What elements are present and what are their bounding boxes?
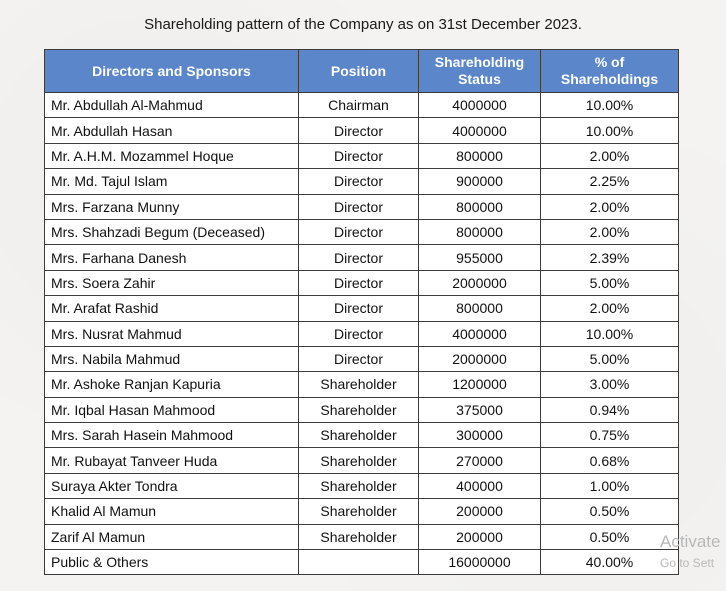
cell-name: Mr. A.H.M. Mozammel Hoque [45,143,299,168]
table-row [45,143,679,168]
cell-name: Mr. Abdullah Hasan [45,118,299,143]
table-header-row [45,50,679,93]
cell-status: 4000000 [419,118,541,143]
cell-status: 375000 [419,397,541,422]
table-row [45,550,679,575]
cell-percent: 0.50% [541,524,679,549]
cell-status: 900000 [419,169,541,194]
table-row [45,296,679,321]
cell-position: Director [299,194,419,219]
table-row [45,473,679,498]
cell-name: Mrs. Soera Zahir [45,270,299,295]
cell-status: 955000 [419,245,541,270]
cell-position: Chairman [299,93,419,118]
table-row [45,270,679,295]
cell-status: 4000000 [419,93,541,118]
cell-percent: 2.00% [541,143,679,168]
header-status-line2: Status [458,71,501,87]
cell-percent: 0.50% [541,499,679,524]
cell-percent: 1.00% [541,473,679,498]
cell-percent: 10.00% [541,321,679,346]
cell-status: 2000000 [419,270,541,295]
header-status-line1: Shareholding [434,54,525,70]
table-row [45,321,679,346]
cell-percent: 0.68% [541,448,679,473]
cell-percent: 40.00% [541,550,679,575]
cell-name: Suraya Akter Tondra [45,473,299,498]
cell-position: Shareholder [299,423,419,448]
cell-name: Mrs. Farzana Munny [45,194,299,219]
cell-status: 400000 [419,473,541,498]
cell-name: Mrs. Sarah Hasein Mahmood [45,423,299,448]
cell-position: Director [299,245,419,270]
cell-percent: 5.00% [541,346,679,371]
cell-name: Mr. Rubayat Tanveer Huda [45,448,299,473]
cell-status: 800000 [419,143,541,168]
cell-position: Shareholder [299,372,419,397]
cell-status: 16000000 [419,550,541,575]
header-directors-and-sponsors [45,50,299,93]
cell-percent: 10.00% [541,93,679,118]
table-row [45,372,679,397]
cell-status: 200000 [419,499,541,524]
cell-position: Director [299,296,419,321]
cell-name: Public & Others [45,550,299,575]
cell-percent: 2.00% [541,296,679,321]
cell-position: Director [299,118,419,143]
cell-status: 800000 [419,194,541,219]
header-percent-shareholdings [541,50,679,93]
cell-status: 1200000 [419,372,541,397]
page-title: Shareholding pattern of the Company as on 31st December 2023. [144,16,582,33]
table-row [45,93,679,118]
cell-position [299,550,419,575]
cell-name: Mrs. Shahzadi Begum (Deceased) [45,219,299,244]
settings-watermark: Go to Sett [660,556,715,570]
table-row [45,346,679,371]
cell-name: Mr. Arafat Rashid [45,296,299,321]
cell-name: Mr. Abdullah Al-Mahmud [45,93,299,118]
cell-percent: 2.25% [541,169,679,194]
table-row [45,169,679,194]
table-row [45,448,679,473]
cell-position: Director [299,143,419,168]
cell-position: Director [299,321,419,346]
cell-position: Shareholder [299,524,419,549]
cell-name: Mr. Md. Tajul Islam [45,169,299,194]
cell-percent: 2.00% [541,194,679,219]
cell-percent: 0.94% [541,397,679,422]
cell-position: Shareholder [299,448,419,473]
cell-name: Mrs. Nusrat Mahmud [45,321,299,346]
cell-position: Director [299,169,419,194]
cell-status: 200000 [419,524,541,549]
shareholding-table [44,49,679,575]
cell-percent: 2.00% [541,219,679,244]
cell-status: 300000 [419,423,541,448]
header-position-label: Position [330,62,387,79]
cell-percent: 3.00% [541,372,679,397]
cell-position: Shareholder [299,397,419,422]
header-pct-line1: % of [594,54,625,70]
table-row [45,118,679,143]
cell-percent: 0.75% [541,423,679,448]
cell-percent: 5.00% [541,270,679,295]
cell-position: Shareholder [299,499,419,524]
table-row [45,245,679,270]
cell-status: 270000 [419,448,541,473]
cell-name: Mr. Iqbal Hasan Mahmood [45,397,299,422]
cell-position: Shareholder [299,473,419,498]
cell-status: 2000000 [419,346,541,371]
activate-watermark: Activate [660,532,721,551]
cell-status: 800000 [419,296,541,321]
cell-status: 800000 [419,219,541,244]
cell-percent: 2.39% [541,245,679,270]
cell-name: Mrs. Nabila Mahmud [45,346,299,371]
table-row [45,524,679,549]
table-row [45,397,679,422]
cell-status: 4000000 [419,321,541,346]
cell-position: Director [299,219,419,244]
cell-name: Mr. Ashoke Ranjan Kapuria [45,372,299,397]
header-pct-line2: Shareholdings [560,71,659,87]
cell-name: Mrs. Farhana Danesh [45,245,299,270]
cell-position: Director [299,346,419,371]
header-position [299,50,419,93]
cell-name: Khalid Al Mamun [45,499,299,524]
table-row [45,194,679,219]
header-name-label: Directors and Sponsors [92,62,251,79]
header-shareholding-status [419,50,541,93]
cell-name: Zarif Al Mamun [45,524,299,549]
cell-percent: 10.00% [541,118,679,143]
cell-position: Director [299,270,419,295]
table-row [45,423,679,448]
table-row [45,219,679,244]
table-row [45,499,679,524]
